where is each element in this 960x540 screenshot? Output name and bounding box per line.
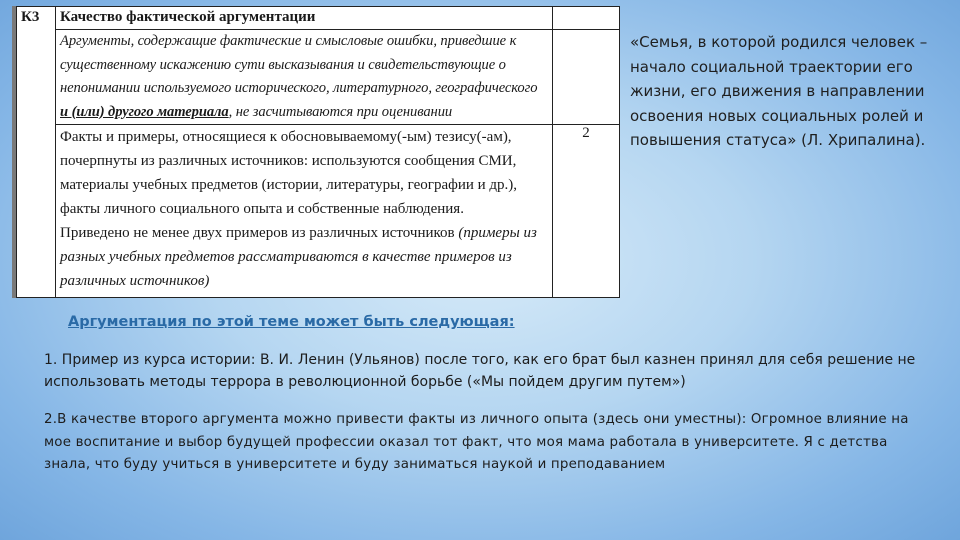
criterion-title: Качество фактической аргументации [56, 7, 553, 30]
section-heading: Аргументация по этой теме может быть следующая: [68, 314, 515, 330]
criteria-table [16, 6, 620, 298]
argument-1: 1. Пример из курса истории: В. И. Ленин (Ульянов) после того, как его брат был казнен принял для себя решение не использовать методы террора в революционной борьбе («Мы пойдем другим путем») [44, 352, 916, 390]
criteria-table-image [12, 6, 620, 298]
negative-score-cell [553, 30, 620, 125]
argument-2: 2.В качестве второго аргумента можно привести факты из личного опыта (здесь они уместны): Огромное влияние на мое воспитание и выбор будущей профессии оказал тот факт, что моя мама работала в университете. Я с детства знала, что буду учиться в университете и буду заниматься наукой и преподаванием [44, 412, 909, 472]
epigraph-quote: «Семья, в которой родился человек – начало социальной траектории его жизни, его движения в направлении освоения новых социальных ролей и повышения статуса» (Л. Хрипалина). [630, 33, 928, 149]
positive-criterion-text: Факты и примеры, относящиеся к обосновываемому(-ым) тезису(-ам), почерпнуты из различных источников: используются сообщения СМИ, материалы учебных предметов (истории, литературы, географии и др.), факты личного социального опыта и собственные наблюдения. Приведено не менее двух примеров из различных источников (примеры из разных учебных предметов рассматриваются в качестве примеров из различных источников) [56, 125, 553, 298]
underlined-fragment: и (или) другого материала [60, 103, 229, 120]
negative-criterion-text: Аргументы, содержащие фактические и смысловые ошибки, приведшие к существенному искажению сути высказывания и свидетельствующие о непонимании используемого исторического, литературного, географического и (или) другого материала, не засчитываются при оценивании [56, 30, 553, 125]
criterion-code: К3 [17, 7, 56, 298]
criterion-score: 2 [553, 125, 620, 298]
score-header-cell [553, 7, 620, 30]
